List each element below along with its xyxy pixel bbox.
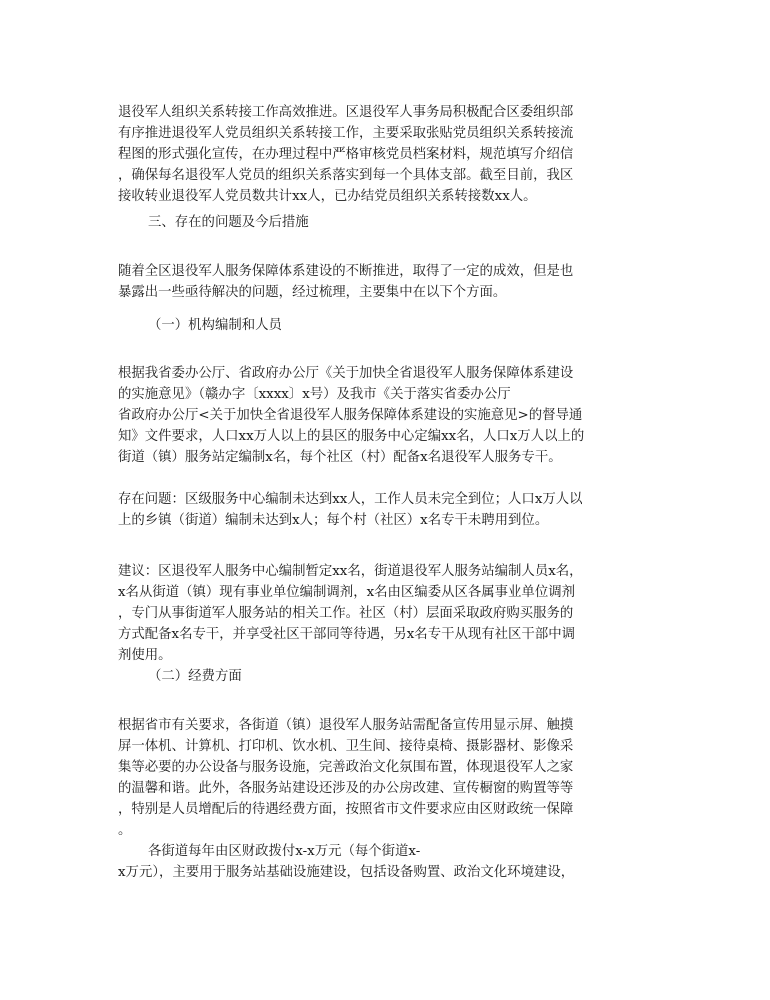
- section-heading-problems: 三、存在的问题及今后措施: [148, 215, 309, 230]
- text-line: 街道（镇）服务站定编制x名，每个社区（村）配备x名退役军人服务专干。: [118, 450, 562, 465]
- text-line: 随着全区退役军人服务保障体系建设的不断推进，取得了一定的成效，但是也: [118, 264, 574, 279]
- text-line: ，专门从事街道军人服务站的相关工作。社区（村）层面采取政府购买服务的: [118, 606, 574, 621]
- text-line: 屏一体机、计算机、打印机、饮水机、卫生间、接待桌椅、摄影器材、影像采: [118, 739, 574, 754]
- paragraph-policy-basis: [118, 363, 663, 468]
- paragraph-existing-problems: [118, 489, 663, 531]
- text-line: 方式配备x名专干，并享受社区干部同等待遇，另x名专干从现有社区干部中调: [118, 627, 575, 642]
- text-line: 知》文件要求，人口xx万人以上的县区的服务中心定编xx名，人口x万人以上的: [118, 429, 585, 444]
- subheading-staffing: （一）机构编制和人员: [148, 318, 282, 333]
- text-line: 。: [118, 823, 132, 838]
- text-line: 的实施意见》（赣办字〔xxxx〕x号）及我市《关于落实省委办公厅: [118, 387, 511, 402]
- text-line: 退役军人组织关系转接工作高效推进。区退役军人事务局积极配合区委组织部: [118, 105, 574, 120]
- paragraph-intro-problems: [118, 261, 663, 303]
- text-line: 各街道每年由区财政拨付x-x万元（每个街道x-: [148, 844, 421, 859]
- text-line: ，特别是人员增配后的待遇经费方面，按照省市文件要求应由区财政统一保障: [118, 802, 574, 817]
- text-line: 剂使用。: [118, 648, 172, 663]
- text-line: 省政府办公厅<关于加快全省退役军人服务保障体系建设的实施意见>的督导通: [118, 408, 583, 423]
- text-line: 有序推进退役军人党员组织关系转接工作，主要采取张贴党员组织关系转接流: [118, 126, 574, 141]
- paragraph-budget: [118, 841, 663, 883]
- paragraph-suggestions: [118, 561, 663, 666]
- paragraph-party-relations: [118, 102, 663, 207]
- text-line: 集等必要的办公设备与服务设施，完善政治文化氛围布置，体现退役军人之家: [118, 760, 574, 775]
- text-line: 上的乡镇（街道）编制未达到x人；每个村（社区）x名专干未聘用到位。: [118, 513, 549, 528]
- text-line: 根据我省委办公厅、省政府办公厅《关于加快全省退役军人服务保障体系建设: [118, 366, 574, 381]
- text-line: 根据省市有关要求，各街道（镇）退役军人服务站需配备宣传用显示屏、触摸: [118, 718, 574, 733]
- text-line: 程图的形式强化宣传，在办理过程中严格审核党员档案材料，规范填写介绍信: [118, 147, 574, 162]
- text-line: 接收转业退役军人党员数共计xx人，已办结党员组织关系转接数xx人。: [118, 189, 537, 204]
- subheading-funding: （二）经费方面: [148, 669, 242, 684]
- text-line: 存在问题：区级服务中心编制未达到xx人，工作人员未完全到位；人口x万人以: [118, 492, 583, 507]
- text-line: 建议：区退役军人服务中心编制暂定xx名，街道退役军人服务站编制人员x名，: [118, 564, 583, 579]
- text-line: x万元），主要用于服务站基础设施建设，包括设备购置、政治文化环境建设，: [118, 865, 575, 880]
- text-line: x名从街道（镇）现有事业单位编制调剂，x名由区编委从区各属事业单位调剂: [118, 585, 575, 600]
- text-line: 的温馨和谐。此外，各服务站建设还涉及的办公房改建、宣传橱窗的购置等等: [118, 781, 574, 796]
- text-line: 暴露出一些亟待解决的问题，经过梳理，主要集中在以下个方面。: [118, 285, 507, 300]
- paragraph-equipment: [118, 715, 663, 841]
- text-line: ，确保每名退役军人党员的组织关系落实到每一个具体支部。截至目前，我区: [118, 168, 574, 183]
